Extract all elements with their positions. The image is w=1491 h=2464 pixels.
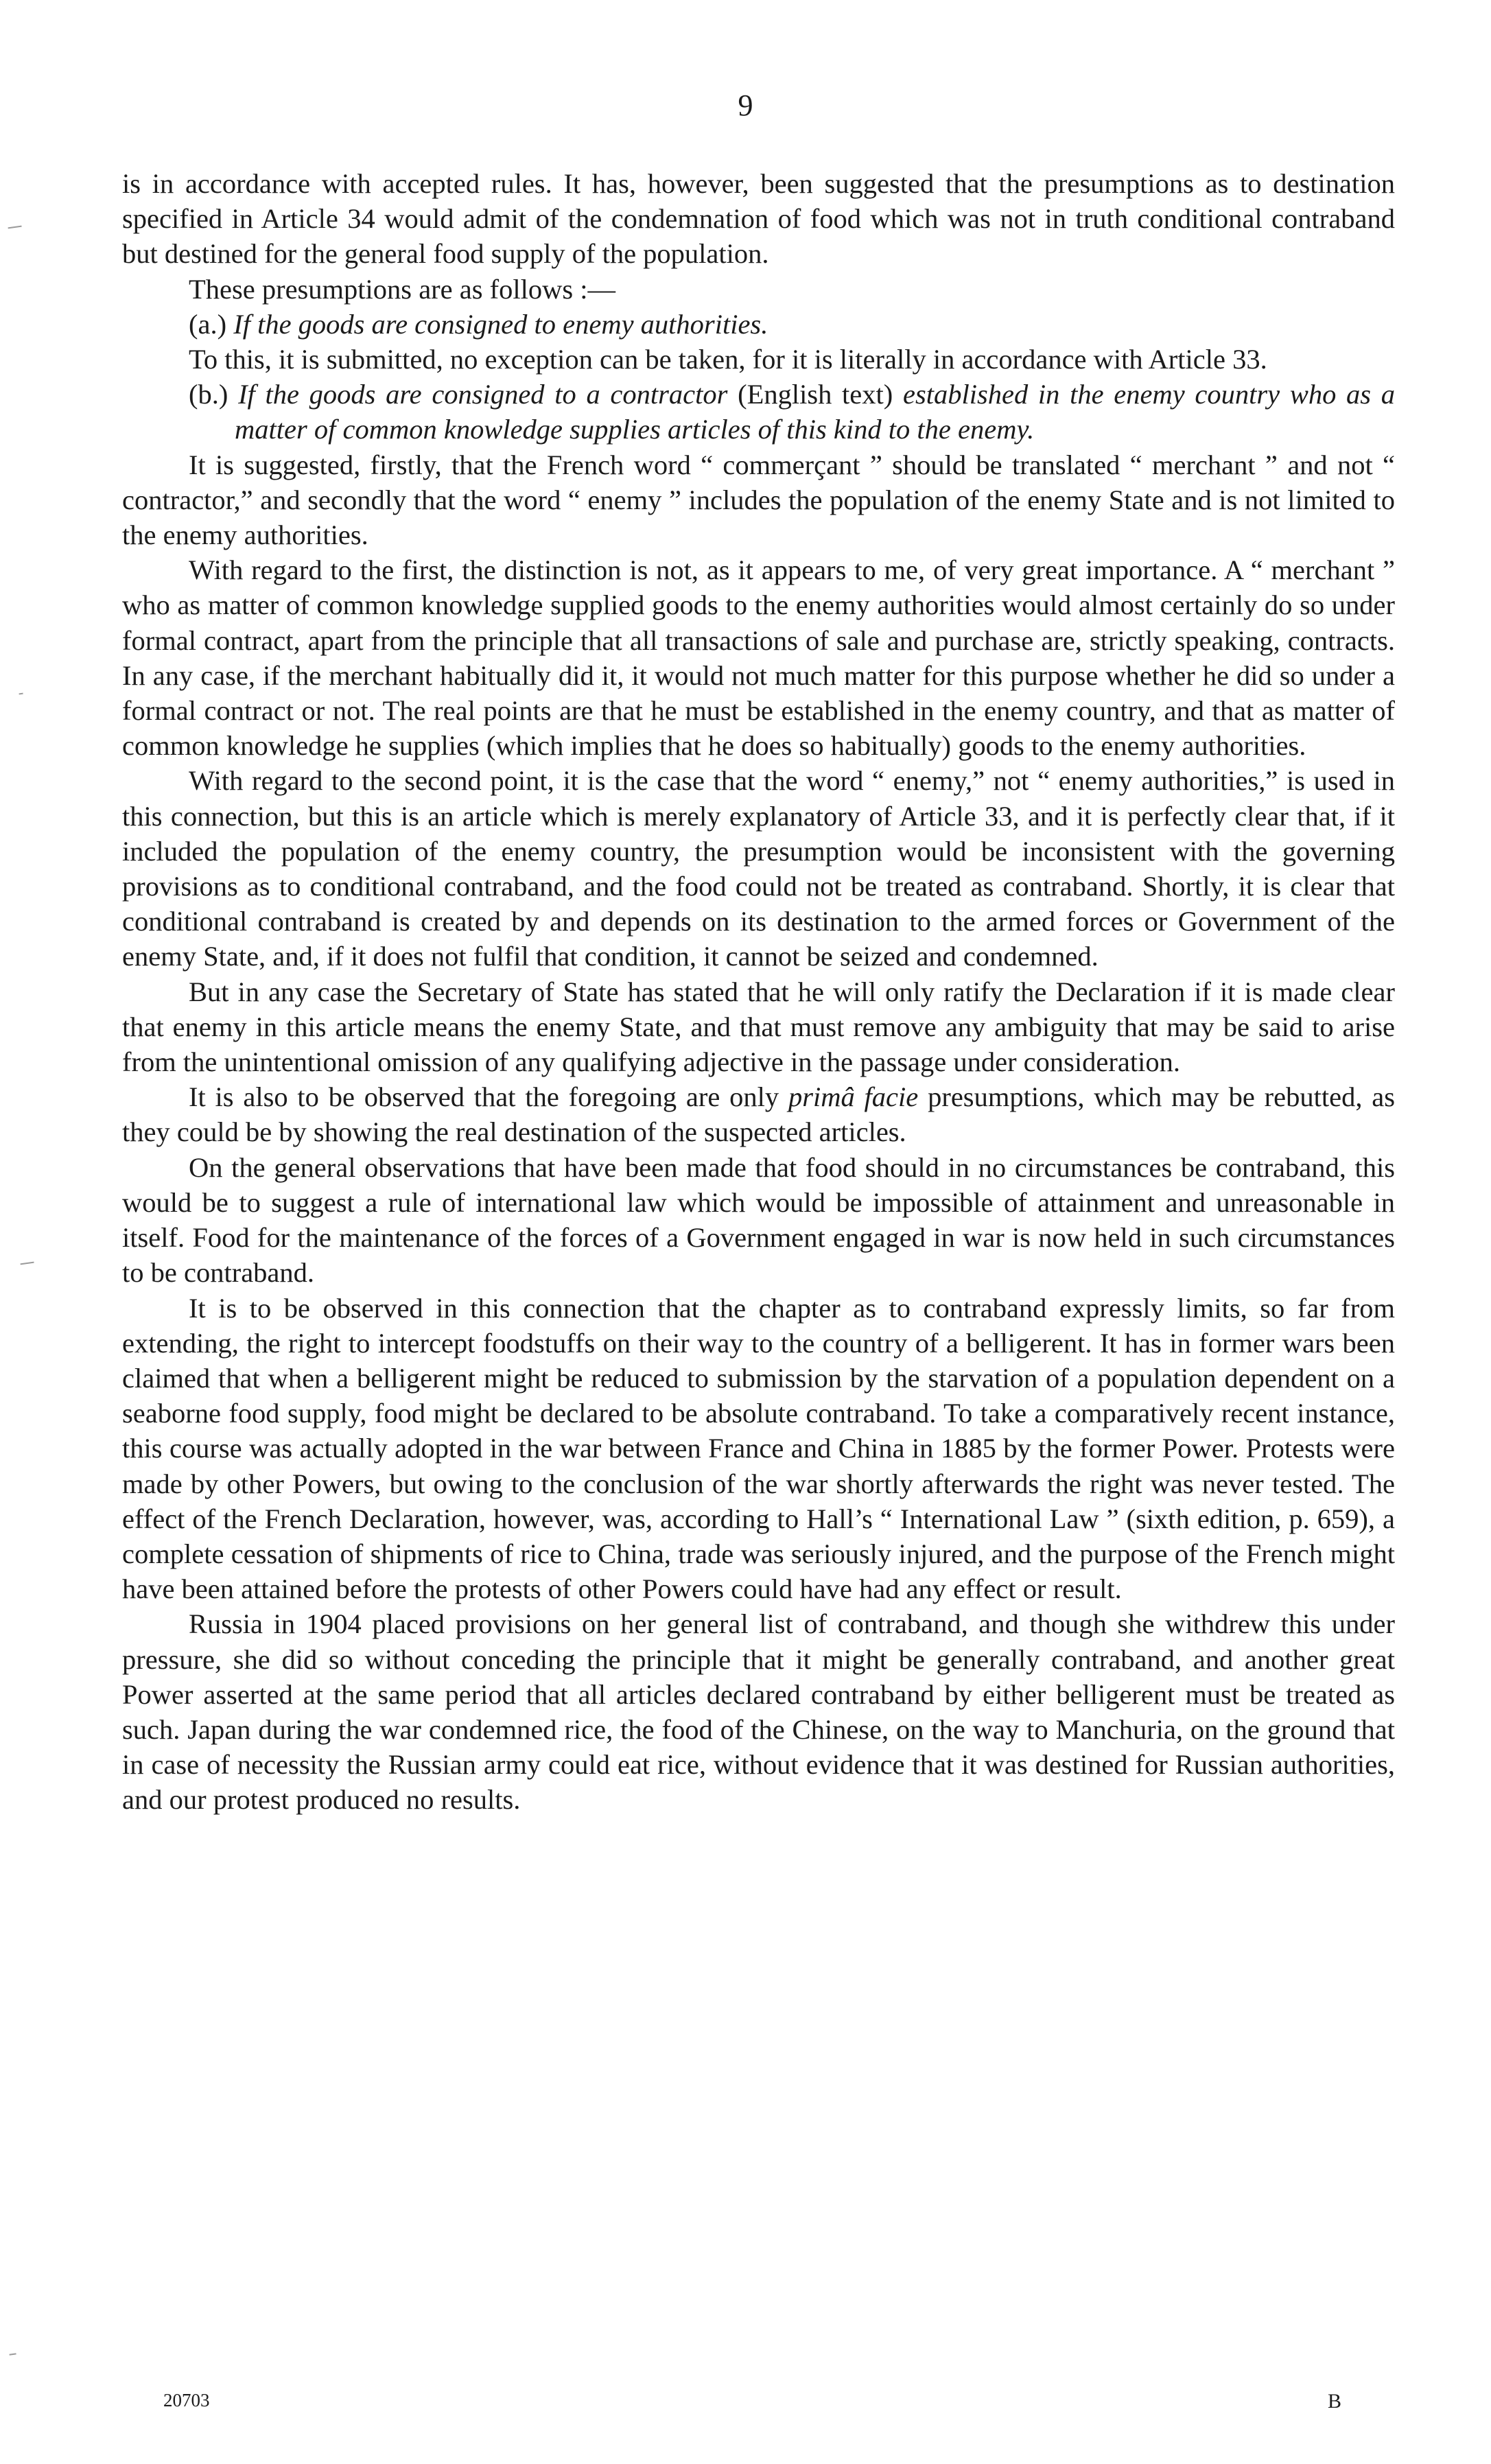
- margin-mark: [9, 2353, 16, 2359]
- paragraph-9: On the general observations that have been made that food should in no circumstances be contraband, this would be to suggest a rule of international law which would be impossible of attainment and unreasonable in itself. Food for the maintenance of the forces of a Government engaged in war is now held in such circumstances to be contraband.: [122, 1151, 1395, 1289]
- prima-facie-term: primâ facie: [788, 1081, 919, 1113]
- margin-mark: [19, 693, 23, 699]
- presumption-b-text-1: If the goods are consigned to a contractor: [238, 379, 728, 410]
- presumption-b-english-text: (English text): [738, 379, 893, 410]
- presumption-a-label: (a.): [189, 308, 227, 340]
- paragraph-11: Russia in 1904 placed provisions on her general list of contraband, and though she withdrew this under pressure, she did so without conceding the principle that it might be generally contraband, and another great Power asserted at the same period that all articles declared contraband by either belligerent must be treated as such. Japan during the war condemned rice, the food of the Chinese, on the way to Manchuria, on the ground that in case of necessity the Russian army could eat rice, without evidence that it was destined for Russian authorities, and our protest produced no results.: [122, 1608, 1395, 1816]
- paragraph-10: It is to be observed in this connection that the chapter as to contraband expressly limits, so far from extending, the right to intercept foodstuffs on their way to the country of a belligerent. It has in former wars been claimed that when a belligerent might be reduced to submission by the starvation of a population dependent on a seaborne food supply, food might be declared to be absolute contraband. To take a comparatively recent instance, this course was actually adopted in the war between France and China in 1885 by the former Power. Protests were made by other Powers, but owing to the conclusion of the war shortly afterwards the right was never tested. The effect of the French Declaration, however, was, according to Hall’s “ International Law ” (sixth edition, p. 659), a complete cessation of shipments of rice to China, trade was seriously injured, and the purpose of the French might have been attained before the protests of other Powers could have had any effect or result.: [122, 1292, 1395, 1605]
- margin-mark: [21, 1262, 35, 1269]
- paragraph-2: These presumptions are as follows :—: [189, 273, 615, 305]
- body-text: [122, 166, 1395, 1818]
- paragraph-8-after: presumptions, which may be rebutted, as they could be by showing the real destination of the suspected articles.: [122, 1081, 1396, 1148]
- margin-mark: [8, 226, 23, 233]
- page-number: 9: [738, 89, 753, 122]
- presumption-b-text-2: established in the enemy country who as a matter of common knowledge supplies articles of this kind to the enemy.: [235, 379, 1396, 445]
- paragraph-5: With regard to the first, the distinction is not, as it appears to me, of very great importance. A “ merchant ” who as matter of common knowledge supplied goods to the enemy authorities would almost certainly do so under formal contract, apart from the principle that all transactions of sale and purchase are, strictly speaking, contracts. In any case, if the merchant habitually did it, it would not much matter for this purpose whether he did so under a formal contract or not. The real points are that he must be established in the enemy country, and that as matter of common knowledge he supplies (which implies that he does so habitually) goods to the enemy authorities.: [122, 554, 1395, 762]
- paragraph-8-before: It is also to be observed that the foregoing are only: [189, 1081, 779, 1113]
- presumption-a-text: If the goods are consigned to enemy authorities.: [233, 308, 768, 340]
- paragraph-7: But in any case the Secretary of State has stated that he will only ratify the Declaration if it is made clear that enemy in this article means the enemy State, and that must remove any ambiguity that may be said to arise from the unintentional omission of any qualifying adjective in the passage under consideration.: [122, 976, 1395, 1078]
- presumption-b: [122, 377, 1395, 447]
- paragraph-4: It is suggested, firstly, that the French word “ commerçant ” should be translated “ merchant ” and not “ contractor,” and secondly that the word “ enemy ” includes the population of the enemy State and is not limited to the enemy authorities.: [122, 449, 1395, 551]
- footer-print-number: 20703: [163, 2390, 210, 2410]
- presumption-b-label: (b.): [189, 379, 228, 410]
- footer-signature-mark: B: [1328, 2390, 1342, 2413]
- paragraph-8: [122, 1079, 1395, 1149]
- presumption-a: [122, 307, 1395, 342]
- paragraph-6: With regard to the second point, it is the case that the word “ enemy,” not “ enemy authorities,” is used in this connection, but this is an article which is merely explanatory of Article 33, and it is perfectly clear that, if it included the population of the enemy country, the presumption would be inconsistent with the governing provisions as to conditional contraband, and the food could not be treated as contraband. Shortly, it is clear that conditional contraband is created by and depends on its destination to the armed forces or Government of the enemy State, and, if it does not fulfil that condition, it cannot be seized and condemned.: [122, 765, 1395, 972]
- paragraph-3: To this, it is submitted, no exception can be taken, for it is literally in accordance with Article 33.: [189, 344, 1267, 375]
- paragraph-1: is in accordance with accepted rules. It has, however, been suggested that the presumptions as to destination specified in Article 34 would admit of the condemnation of food which was not in truth conditional contraband but destined for the general food supply of the population.: [122, 168, 1395, 270]
